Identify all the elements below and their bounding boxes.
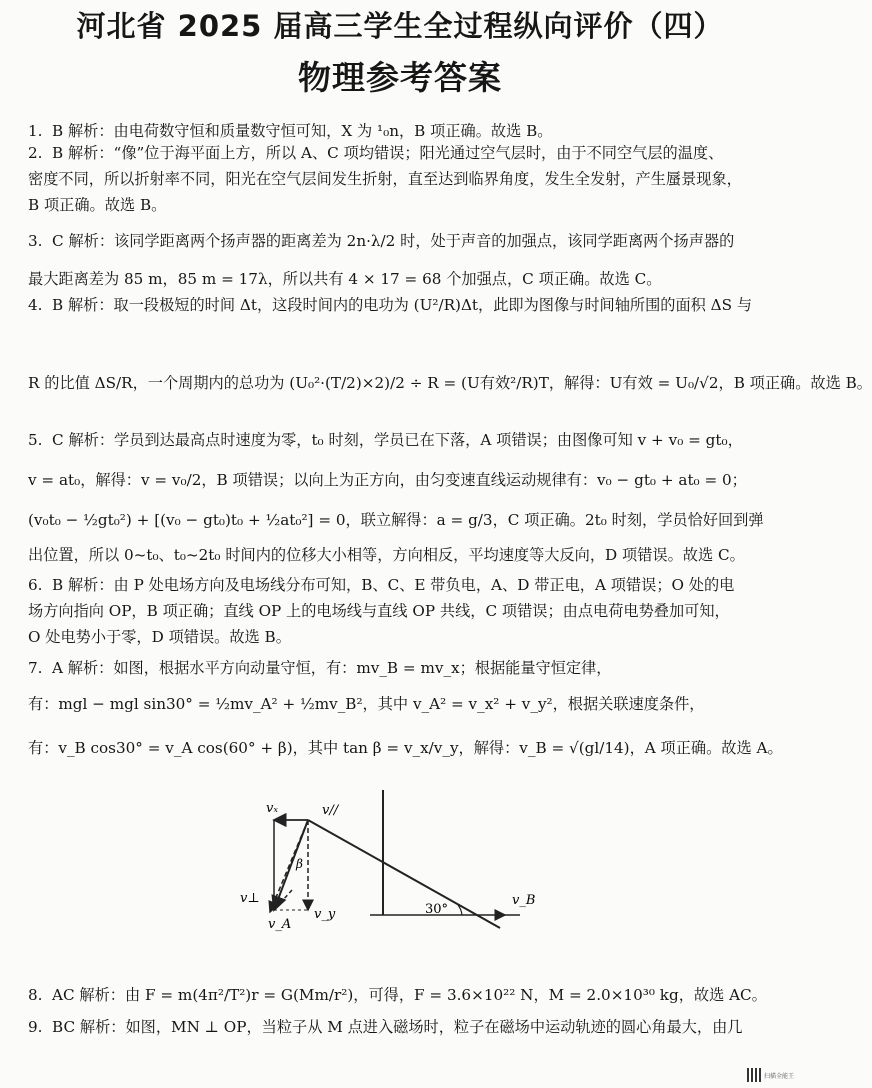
answer-line: O 处电势小于零，D 项错误。故选 B。 [28,628,291,646]
answer-number: 3. [28,232,43,250]
scanner-stamp [747,1068,794,1082]
label-v-parallel: v// [322,803,339,818]
label-vb: v_B [512,893,536,908]
answer-line: C 解析：该同学距离两个扬声器的距离差为 2n·λ/2 时，处于声音的加强点，该同学距离两个扬声器的 [52,232,735,250]
answer-6 [28,572,778,650]
scanner-stamp-label: 扫描全能王 [763,1072,794,1080]
answer-number: 1. [28,122,43,140]
answer-line: 有：mgl − mgl sin30° = ½mv_A² + ½mv_B²，其中 v_A² = v_x² + v_y²，根据关联速度条件， [28,695,705,713]
answer-number: 2. [28,144,43,162]
answer-line: B 解析：“像”位于海平面上方，所以 A、C 项均错误；阳光通过空气层时，由于不同空气层的温度、 [52,144,724,162]
answer-9 [28,1014,778,1040]
v-perp-arrow [274,890,292,910]
label-vy: v_y [314,907,336,922]
rod-line [308,820,500,928]
label-vx: vₓ [266,801,278,816]
answer-line: BC 解析：如图，MN ⊥ OP，当粒子从 M 点进入磁场时，粒子在磁场中运动轨迹的圆心角最大，由几 [52,1018,743,1036]
answer-line: B 解析：由电荷数守恒和质量数守恒可知，X 为 ¹₀n，B 项正确。故选 B。 [52,122,553,140]
answer-4 [28,290,872,398]
answer-line: 密度不同，所以折射率不同，阳光在空气层间发生折射，直至达到临界角度，发生全发射，产生蜃景现象， [28,170,742,188]
answer-3 [28,222,778,298]
answer-number: 9. [28,1018,43,1036]
label-v-perp: v⊥ [240,891,260,906]
exam-subtitle: 物理参考答案 [298,58,502,97]
answer-number: 7. [28,659,43,677]
answer-line: 场方向指向 OP，B 项正确；直线 OP 上的电场线与直线 OP 共线，C 项错误；由点电荷电势叠加可知， [28,602,730,620]
answer-line: R 的比值 ΔS/R，一个周期内的总功为 (U₀²·(T/2)×2)/2 ÷ R = (U有效²/R)T，解得：U有效 = U₀/√2，B 项正确。故选 B。 [28,374,872,392]
answer-line: 有：v_B cos30° = v_A cos(60° + β)，其中 tan β = v_x/v_y，解得：v_B = √(gl/14)，A 项正确。故选 A。 [28,739,783,757]
answer-2 [28,140,778,218]
answer-number: 5. [28,431,43,449]
answer-line: C 解析：学员到达最高点时速度为零，t₀ 时刻，学员已在下落，A 项错误；由图像可知 v + v₀ = gt₀， [52,431,743,449]
answer-line: 出位置，所以 0~t₀、t₀~2t₀ 时间内的位移大小相等，方向相反，平均速度等大反向，D 项错误。故选 C。 [28,546,745,564]
answer-line: B 解析：由 P 处电场方向及电场线分布可知，B、C、E 带负电，A、D 带正电，A 项错误；O 处的电 [52,576,735,594]
answer-number: 4. [28,296,43,314]
answer-5 [28,420,778,570]
answer-line: AC 解析：由 F = m(4π²/T²)r = G(Mm/r²)，可得，F = 3.6×10²² N，M = 2.0×10³⁰ kg，故选 AC。 [52,986,767,1004]
label-angle-30: 30° [425,902,449,917]
label-va: v_A [268,917,292,932]
answer-number: 6. [28,576,43,594]
answer-line: 最大距离差为 85 m，85 m = 17λ，所以共有 4 × 17 = 68 个加强点，C 项正确。故选 C。 [28,270,662,288]
answer-7 [28,650,783,766]
answer-line: A 解析：如图，根据水平方向动量守恒，有：mv_B = mv_x；根据能量守恒定律， [52,659,612,677]
velocity-decomposition-figure [230,780,536,950]
answer-line: v = at₀，解得：v = v₀/2，B 项错误；以向上为正方向，由匀变速直线运动规律有：v₀ − gt₀ + at₀ = 0； [28,471,747,489]
answer-8 [28,982,778,1008]
qr-code-icon [747,1068,761,1082]
exam-title: 河北省 2025 届高三学生全过程纵向评价（四） [76,9,724,43]
answer-line: B 项正确。故选 B。 [28,196,167,214]
answer-line: B 解析：取一段极短的时间 Δt，这段时间内的电功为 (U²/R)Δt，此即为图像与时间轴所围的面积 ΔS 与 [52,296,753,314]
answer-number: 8. [28,986,43,1004]
answer-line: (v₀t₀ − ½gt₀²) + [(v₀ − gt₀)t₀ + ½at₀²] = 0，联立解得：a = g/3，C 项正确。2t₀ 时刻，学员恰好回到弹 [28,511,764,529]
label-beta: β [296,857,303,871]
